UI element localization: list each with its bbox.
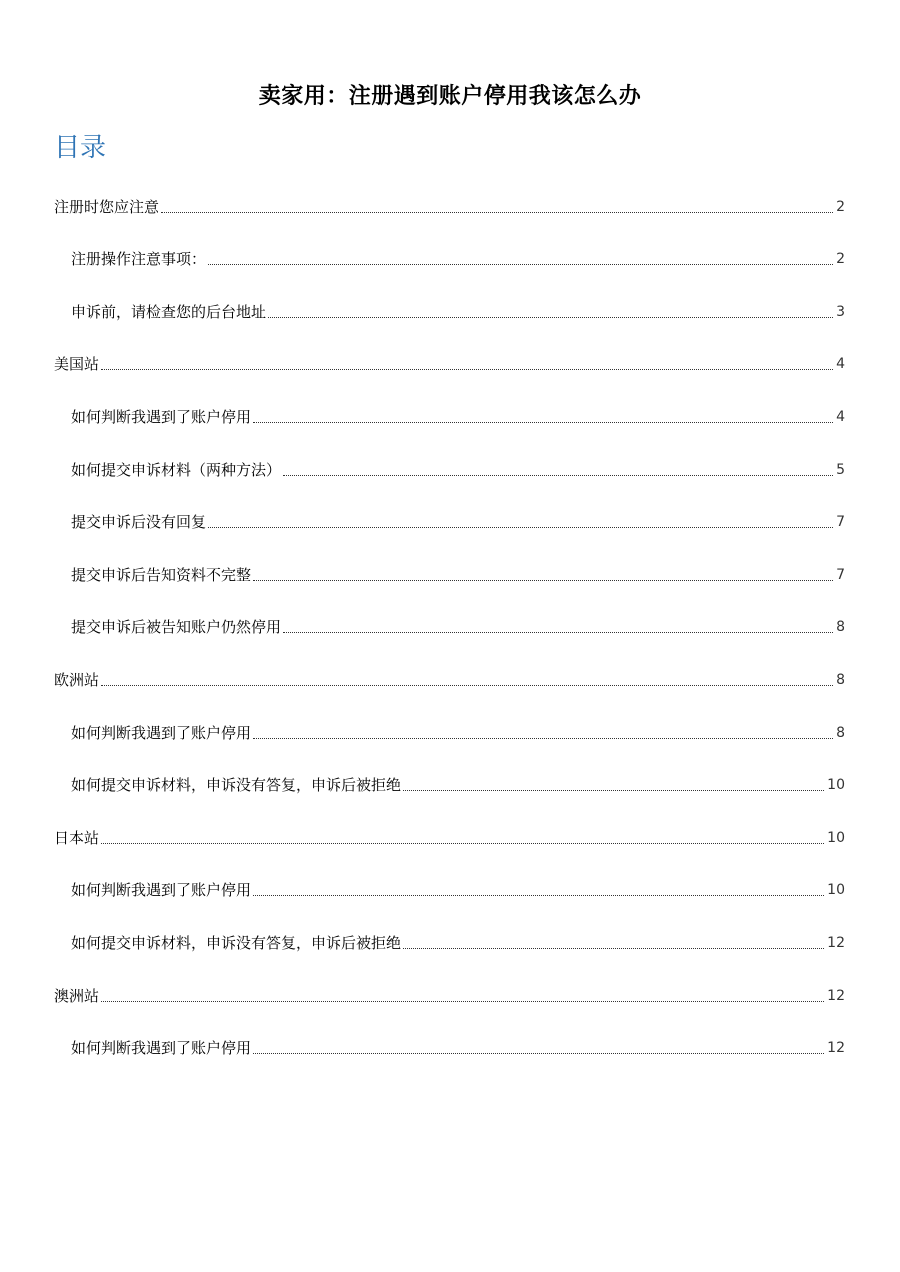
toc-entry[interactable] [54, 702, 845, 755]
dot-leader [208, 263, 833, 265]
toc-entry-text: 如何判断我遇到了账户停用 [71, 723, 252, 742]
toc-page-number: 2 [836, 198, 845, 215]
toc-page-number: 4 [836, 356, 845, 373]
toc-page-number: 8 [836, 619, 845, 636]
toc-entry[interactable] [54, 1018, 845, 1071]
toc-page-number: 10 [827, 829, 845, 846]
table-of-contents [54, 176, 845, 1070]
dot-leader [253, 421, 833, 423]
dot-leader [161, 211, 833, 213]
toc-page-number: 2 [836, 251, 845, 268]
toc-entry-text: 如何判断我遇到了账户停用 [71, 1039, 252, 1058]
toc-entry-text: 如何判断我遇到了账户停用 [71, 881, 252, 900]
toc-entry-text: 日本站 [54, 828, 100, 847]
dot-leader [101, 1000, 824, 1002]
toc-entry-text: 如何判断我遇到了账户停用 [71, 407, 252, 426]
dot-leader [253, 579, 833, 581]
toc-entry[interactable] [54, 492, 845, 545]
toc-entry[interactable] [54, 649, 845, 702]
dot-leader [283, 474, 833, 476]
toc-heading: 目录 [54, 133, 107, 163]
document-title: 卖家用：注册遇到账户停用我该怎么办 [258, 83, 642, 109]
toc-entry[interactable] [54, 755, 845, 808]
toc-page-number: 12 [827, 1040, 845, 1057]
toc-entry[interactable] [54, 912, 845, 965]
toc-entry-text: 申诉前，请检查您的后台地址 [71, 302, 267, 321]
toc-page-number: 10 [827, 882, 845, 899]
toc-page-number: 12 [827, 934, 845, 951]
toc-entry-text: 注册操作注意事项： [71, 250, 207, 269]
toc-entry[interactable] [54, 965, 845, 1018]
toc-page-number: 8 [836, 671, 845, 688]
toc-entry-text: 澳洲站 [54, 986, 100, 1005]
toc-entry[interactable] [54, 176, 845, 229]
toc-entry[interactable] [54, 544, 845, 597]
dot-leader [253, 1052, 824, 1054]
dot-leader [253, 737, 833, 739]
toc-entry[interactable] [54, 229, 845, 282]
toc-page-number: 4 [836, 408, 845, 425]
toc-page-number: 8 [836, 724, 845, 741]
toc-page-number: 10 [827, 777, 845, 794]
toc-entry-text: 提交申诉后没有回复 [71, 513, 207, 532]
toc-page-number: 5 [836, 461, 845, 478]
dot-leader [403, 947, 824, 949]
toc-entry[interactable] [54, 439, 845, 492]
toc-entry-text: 如何提交申诉材料（两种方法） [71, 460, 282, 479]
dot-leader [101, 368, 833, 370]
dot-leader [101, 684, 833, 686]
toc-entry[interactable] [54, 860, 845, 913]
toc-page-number: 7 [836, 514, 845, 531]
toc-page-number: 7 [836, 566, 845, 583]
dot-leader [208, 526, 833, 528]
toc-entry-text: 美国站 [54, 355, 100, 374]
toc-entry[interactable] [54, 281, 845, 334]
toc-entry[interactable] [54, 597, 845, 650]
toc-page-number: 12 [827, 987, 845, 1004]
dot-leader [403, 789, 824, 791]
toc-entry-text: 提交申诉后告知资料不完整 [71, 565, 252, 584]
toc-page-number: 3 [836, 303, 845, 320]
toc-entry[interactable] [54, 386, 845, 439]
dot-leader [283, 631, 833, 633]
dot-leader [253, 894, 824, 896]
toc-entry[interactable] [54, 334, 845, 387]
toc-entry-text: 欧洲站 [54, 670, 100, 689]
toc-entry-text: 注册时您应注意 [54, 197, 160, 216]
dot-leader [101, 842, 824, 844]
toc-entry-text: 如何提交申诉材料，申诉没有答复，申诉后被拒绝 [71, 933, 402, 952]
toc-entry-text: 如何提交申诉材料，申诉没有答复，申诉后被拒绝 [71, 776, 402, 795]
dot-leader [268, 316, 833, 318]
toc-entry-text: 提交申诉后被告知账户仍然停用 [71, 618, 282, 637]
toc-entry[interactable] [54, 807, 845, 860]
